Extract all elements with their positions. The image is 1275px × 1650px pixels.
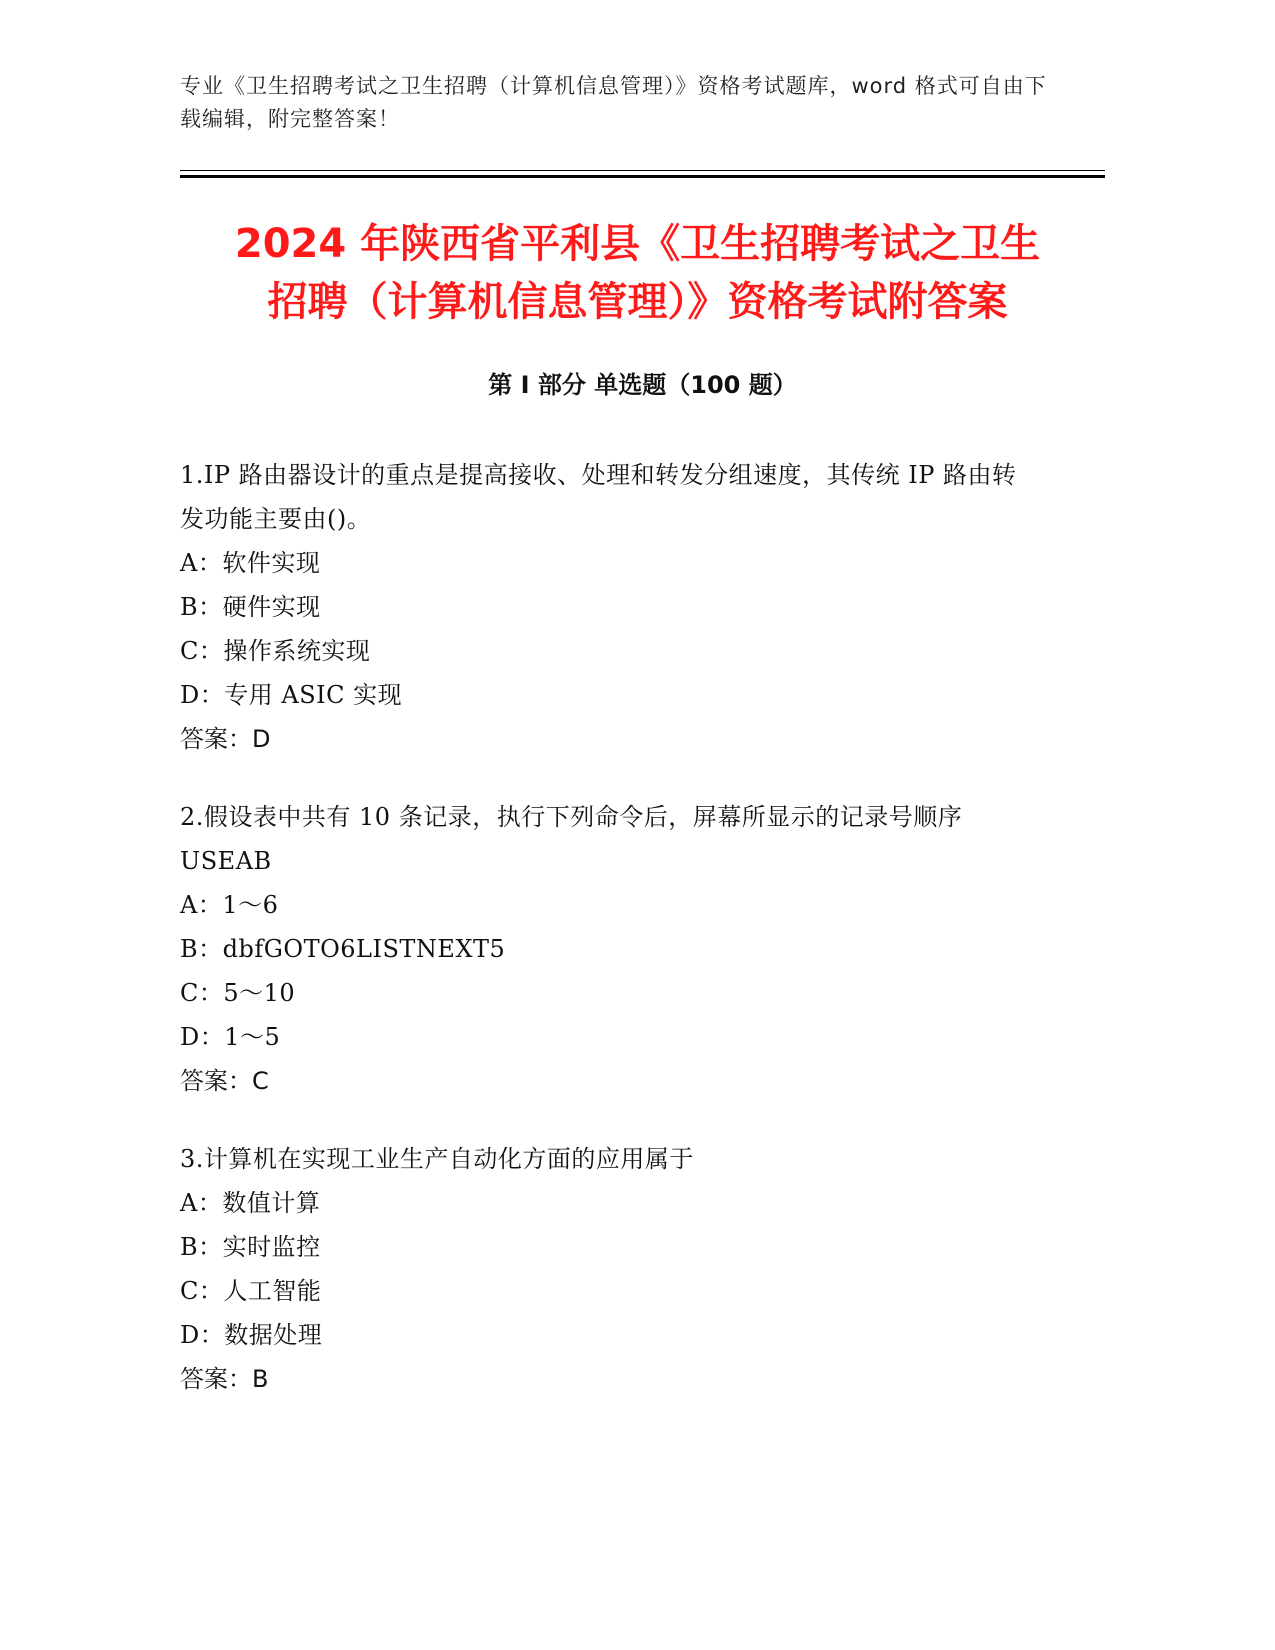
option-key: D：: [180, 1321, 225, 1349]
option-key: C：: [180, 979, 224, 1007]
option-text: 实时监控: [222, 1233, 321, 1261]
option-text: 1～5: [224, 1023, 281, 1051]
answer-line: 答案：B: [180, 1365, 269, 1393]
document-title-line-2: 招聘（计算机信息管理）》资格考试附答案: [267, 279, 1008, 325]
header-divider-thin: [180, 170, 1105, 171]
option-b: [180, 1225, 1040, 1269]
question-2: [180, 795, 1040, 1103]
document-title: [150, 215, 1125, 331]
option-c: [180, 629, 1040, 673]
option-c: [180, 1269, 1040, 1313]
option-text: 5～10: [223, 979, 296, 1007]
option-a: [180, 541, 1040, 585]
option-c: [180, 971, 1040, 1015]
question-1: [180, 453, 1040, 761]
header-note: 专业《卫生招聘考试之卫生招聘（计算机信息管理）》资格考试题库，word 格式可自由下载编辑，附完整答案！: [180, 74, 1047, 131]
option-key: C：: [180, 1277, 224, 1305]
option-a: [180, 883, 1040, 927]
option-d: [180, 1015, 1040, 1059]
option-text: 操作系统实现: [223, 637, 371, 665]
option-key: D：: [180, 1023, 225, 1051]
option-key: B：: [180, 1233, 223, 1261]
option-text: 专用 ASIC 实现: [224, 681, 403, 709]
answer-line: 答案：D: [180, 725, 271, 753]
question-stem: 1.IP 路由器设计的重点是提高接收、处理和转发分组速度，其传统 IP 路由转发功能主要由()。: [180, 461, 1017, 533]
option-key: A：: [180, 891, 223, 919]
option-text: 软件实现: [222, 549, 321, 577]
question-stem: 3.计算机在实现工业生产自动化方面的应用属于: [180, 1145, 694, 1173]
answer-line: 答案：C: [180, 1067, 269, 1095]
option-key: B：: [180, 593, 223, 621]
option-text: dbfGOTO6LISTNEXT5: [222, 935, 506, 963]
option-key: C：: [180, 637, 224, 665]
section-title: 第 I 部分 单选题（100 题）: [488, 371, 797, 399]
option-key: A：: [180, 1189, 223, 1217]
option-text: 硬件实现: [222, 593, 321, 621]
option-b: [180, 585, 1040, 629]
option-key: A：: [180, 549, 223, 577]
question-list: [180, 453, 1040, 1435]
option-key: B：: [180, 935, 223, 963]
option-key: D：: [180, 681, 225, 709]
option-a: [180, 1181, 1040, 1225]
option-d: [180, 673, 1040, 717]
option-text: 数值计算: [222, 1189, 321, 1217]
option-d: [180, 1313, 1040, 1357]
option-text: 1～6: [222, 891, 279, 919]
option-text: 数据处理: [224, 1321, 323, 1349]
option-text: 人工智能: [223, 1277, 322, 1305]
option-b: [180, 927, 1040, 971]
question-stem: 2.假设表中共有 10 条记录，执行下列命令后，屏幕所显示的记录号顺序 USEAB: [180, 803, 963, 875]
header-divider-thick: [180, 175, 1105, 178]
question-3: [180, 1137, 1040, 1401]
document-title-line-1: 2024 年陕西省平利县《卫生招聘考试之卫生: [234, 221, 1041, 267]
